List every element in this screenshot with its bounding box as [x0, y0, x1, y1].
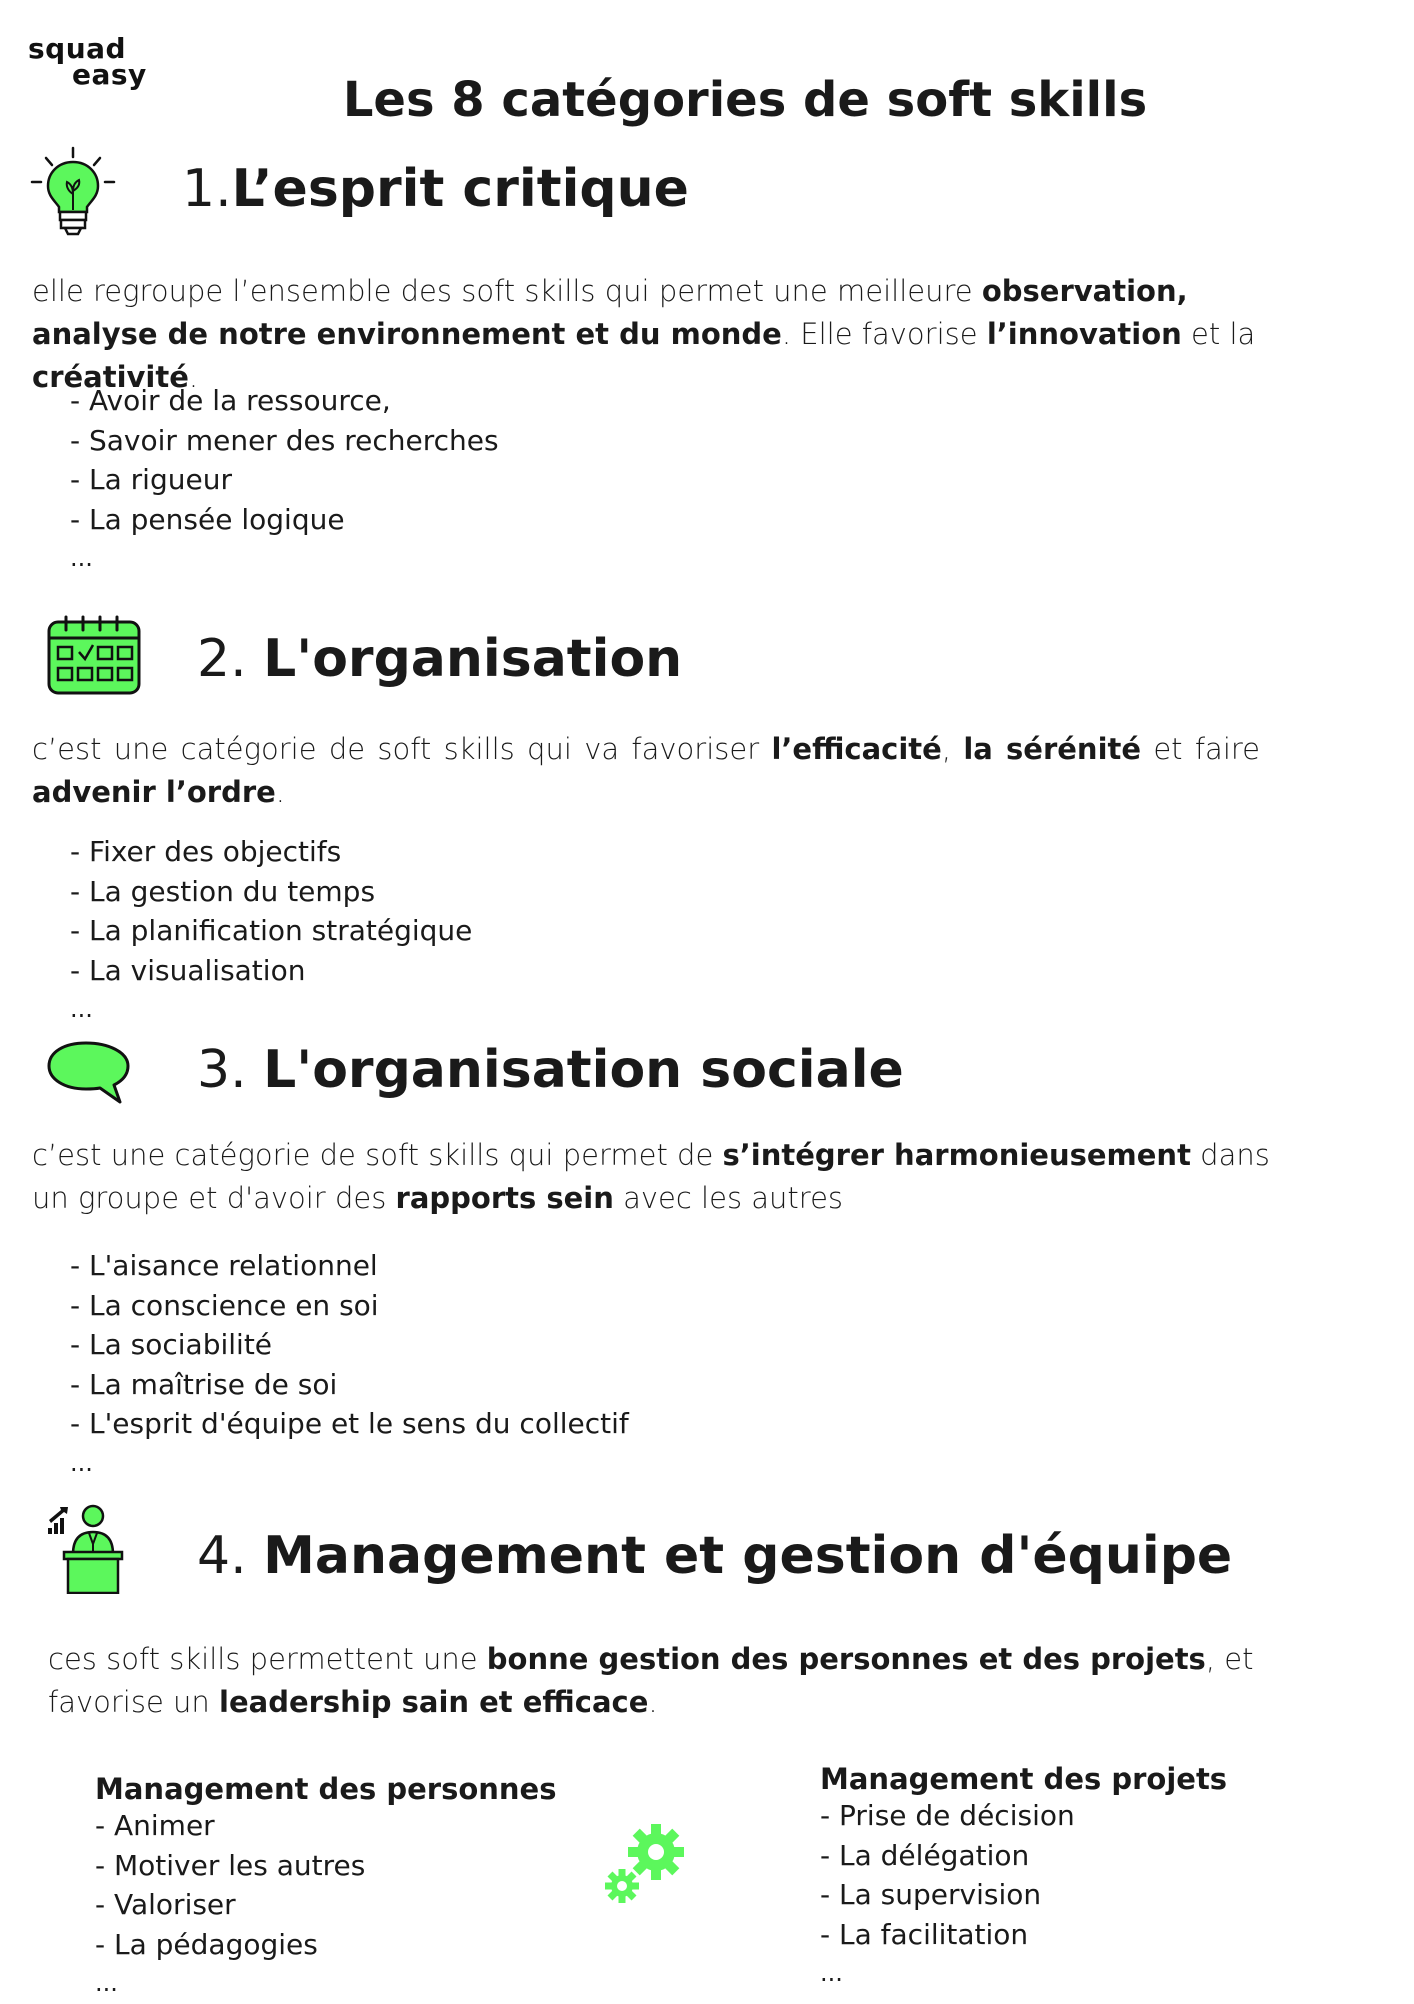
list-item: - Valoriser — [95, 1888, 236, 1921]
section-3-heading: 3. L'organisation sociale — [197, 1040, 904, 1100]
list-item: - Avoir de la ressource, — [70, 384, 391, 417]
manager-podium-icon — [46, 1502, 124, 1594]
list-item: - La sociabilité — [70, 1328, 273, 1361]
column-list — [95, 1806, 556, 2004]
list-item: - Motiver les autres — [95, 1848, 366, 1882]
project-management-column — [820, 1762, 1227, 1994]
lightbulb-icon — [30, 144, 116, 240]
list-item: - Savoir mener des recherches — [70, 423, 499, 457]
column-list — [820, 1796, 1227, 1994]
column-heading: Management des personnes — [95, 1772, 557, 1806]
section-2-list — [70, 832, 472, 1030]
section-2-paragraph: c’est une catégorie de soft skills qui va favoriser l’efficacité, la sérénité et faire advenir l’ordre. — [32, 732, 1260, 809]
people-management-column — [95, 1772, 556, 2004]
section-1-heading: 1.L’esprit critique — [182, 159, 689, 219]
list-ellipsis: ... — [70, 544, 93, 572]
list-item: - La maîtrise de soi — [70, 1367, 338, 1401]
logo-line-2: easy — [72, 58, 147, 91]
speech-bubble-icon — [46, 1040, 132, 1106]
section-4-paragraph: ces soft skills permettent une bonne gestion des personnes et des projets, et favorise un leadership sain et efficace. — [48, 1642, 1254, 1719]
section-1-paragraph: elle regroupe l’ensemble des soft skills qui permet une meilleure observation, analyse de notre environnement et du monde. Elle favorise l’innovation et la créativité. — [32, 274, 1256, 394]
list-ellipsis: ... — [95, 1969, 118, 1997]
list-item: - L'aisance relationnel — [70, 1249, 378, 1282]
list-item: - La délégation — [820, 1838, 1030, 1872]
list-ellipsis: ... — [70, 1448, 93, 1477]
section-4-heading: 4. Management et gestion d'équipe — [197, 1526, 1233, 1586]
list-ellipsis: ... — [820, 1959, 843, 1987]
gears-icon — [602, 1822, 690, 1908]
section-1-list — [70, 381, 499, 579]
section-2-heading: 2. L'organisation — [197, 629, 683, 689]
list-item: - La pédagogies — [95, 1927, 318, 1961]
list-item: - La conscience en soi — [70, 1288, 379, 1322]
list-item: - L'esprit d'équipe et le sens du collectif — [70, 1407, 629, 1440]
column-heading: Management des projets — [820, 1762, 1228, 1796]
page-title: Les 8 catégories de soft skills — [342, 72, 1148, 128]
calendar-icon — [46, 614, 142, 696]
section-3-paragraph: c’est une catégorie de soft skills qui permet de s’intégrer harmonieusement dans un groupe et d'avoir des rapports sein avec les autres — [32, 1138, 1270, 1215]
list-item: - La planification stratégique — [70, 914, 473, 947]
list-ellipsis: ... — [70, 995, 93, 1023]
list-item: - Animer — [95, 1809, 215, 1842]
list-item: - Fixer des objectifs — [70, 835, 342, 868]
list-item: - La supervision — [820, 1878, 1042, 1911]
list-item: - La pensée logique — [70, 502, 345, 536]
logo-line-1: squad — [28, 32, 127, 65]
list-item: - La facilitation — [820, 1917, 1029, 1951]
list-item: - Prise de décision — [820, 1799, 1075, 1832]
list-item: - La rigueur — [70, 463, 232, 496]
section-3-list — [70, 1246, 629, 1483]
list-item: - La visualisation — [70, 953, 306, 987]
list-item: - La gestion du temps — [70, 874, 376, 908]
